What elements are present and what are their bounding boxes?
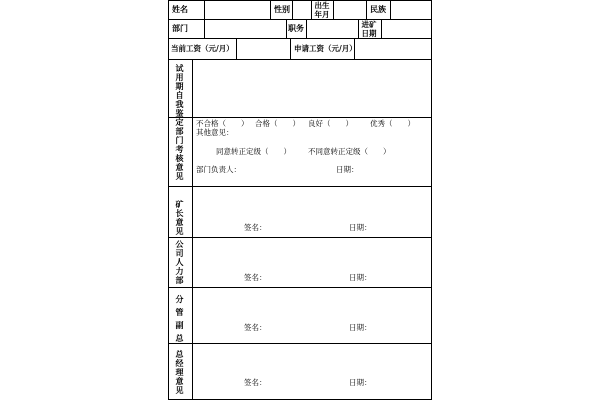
cell-divider: [290, 38, 291, 59]
row-divider: [168, 59, 432, 60]
label-vice-president: 分管副总: [175, 295, 184, 347]
label-requested-salary: 申请工资（元/月）: [294, 44, 357, 53]
label-ethnicity: 民族: [370, 5, 386, 14]
row-divider: [168, 38, 432, 39]
row-divider: [168, 117, 432, 118]
other-opinions-label: 其他意见：: [196, 128, 234, 137]
row-divider: [168, 287, 432, 288]
label-self-evaluation: 试用期自我鉴定: [175, 64, 184, 127]
table-border: [168, 0, 169, 400]
hr-date-label: 日期：: [349, 273, 372, 282]
label-hr-department: 公司人力部: [175, 240, 184, 285]
mine-manager-date-label: 日期：: [349, 223, 372, 232]
rating-excellent: 优秀（ ）: [370, 119, 415, 128]
cell-divider: [381, 19, 382, 38]
label-current-salary: 当前工资（元/月）: [171, 44, 234, 53]
cell-divider: [204, 19, 205, 38]
row-divider: [168, 186, 432, 187]
label-department: 部门: [172, 24, 188, 33]
hr-sign-label: 签名：: [244, 273, 267, 282]
cell-divider: [270, 0, 271, 19]
label-position: 职务: [288, 24, 304, 33]
label-birth-date: 出生年月: [314, 1, 330, 19]
cell-divider: [358, 19, 359, 38]
agree-regularization: 同意转正定级（ ）: [216, 147, 291, 156]
dept-head-label: 部门负责人：: [196, 165, 241, 174]
label-gender: 性别: [274, 5, 290, 14]
cell-divider: [311, 0, 312, 19]
cell-divider: [292, 0, 293, 19]
cell-divider: [366, 0, 367, 19]
gm-date-label: 日期：: [349, 378, 372, 387]
cell-divider: [306, 19, 307, 38]
label-column-divider: [192, 59, 193, 400]
row-divider: [168, 237, 432, 238]
table-border: [431, 0, 432, 400]
rating-fail: 不合格（ ）: [196, 119, 249, 128]
table-border: [168, 0, 432, 1]
vp-date-label: 日期：: [349, 323, 372, 332]
label-entry-date: 进矿日期: [361, 20, 377, 38]
row-divider: [168, 343, 432, 344]
row-divider: [168, 19, 432, 20]
disagree-regularization: 不同意转正定级（ ）: [308, 147, 391, 156]
cell-divider: [333, 0, 334, 19]
gm-sign-label: 签名：: [244, 378, 267, 387]
label-general-manager: 总经理意见: [175, 350, 184, 395]
cell-divider: [204, 0, 205, 19]
cell-divider: [236, 38, 237, 59]
label-name: 姓名: [172, 5, 188, 14]
rating-good: 良好（ ）: [308, 119, 353, 128]
cell-divider: [390, 0, 391, 19]
mine-manager-sign-label: 签名：: [244, 223, 267, 232]
label-department-review: 部门考核意见: [175, 127, 184, 181]
vp-sign-label: 签名：: [244, 323, 267, 332]
cell-divider: [286, 19, 287, 38]
label-mine-manager: 矿长意见: [175, 200, 184, 236]
dept-review-date-label: 日期：: [336, 165, 359, 174]
rating-pass: 合格（ ）: [255, 119, 300, 128]
